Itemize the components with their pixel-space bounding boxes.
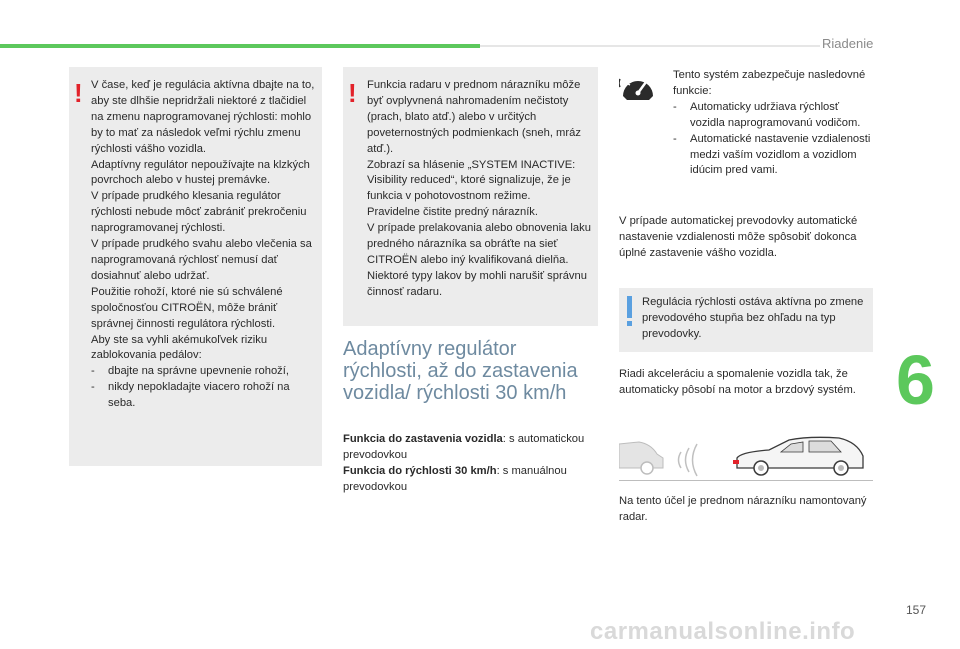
paragraph: Funkcia radaru v prednom nárazníku môže byť ovplyvnená nahromadením nečistoty (prach, blato atď.) alebo v určitých poveternostných podmienkach (sneh, mráz atď.). (367, 79, 581, 155)
chapter-number: 6 (896, 341, 935, 419)
paragraph: Tento systém zabezpečuje nasledovné funkcie: (673, 69, 866, 97)
paragraph: Použitie rohoží, ktoré nie sú schválené spoločnosťou CITROËN, môže brániť správnej činnosti regulátora rýchlosti. (91, 285, 283, 330)
paragraph: V čase, keď je regulácia aktívna dbajte na to, aby ste dlhšie nepridržali niektoré z tlačidiel na zmenu naprogramovanej rýchlosti: mohlo by to mať za následok veľmi rýchlu zmenu rýchlosti vášho vozidla. (91, 79, 315, 155)
paragraph: V prípade prudkého klesania regulátor rýchlosti nebude môcť zabrániť prekročeniu naprogramovanej rýchlosti. (91, 190, 307, 235)
section-heading: Adaptívny regulátor rýchlosti, až do zastavenia vozidla/ rýchlosti 30 km/h (343, 338, 578, 404)
warning-text-1 (91, 78, 319, 412)
section-title: Riadenie (822, 36, 874, 51)
page-number: 157 (906, 603, 927, 617)
warning-icon: ! (348, 78, 357, 108)
progress-bar (0, 44, 480, 48)
list-item: - Automaticky udržiava rýchlosť vozidla naprogramovanú vodičom. (673, 100, 861, 129)
info-icon (627, 296, 632, 318)
info-text: Regulácia rýchlosti ostáva aktívna po zmene prevodového stupňa bez ohľadu na typ prevodovky. (642, 296, 864, 340)
paragraph: Zobrazí sa hlásenie „SYSTEM INACTIVE: Visibility reduced“, ktoré signalizuje, že je funkcia v pohotovostnom režime. (367, 158, 576, 203)
system-functions (673, 68, 873, 179)
paragraph-automatic: V prípade automatickej prevodovky automatické nastavenie vzdialenosti môže spôsobiť dokonca úplné zastavenie vášho vozidla. (619, 215, 858, 259)
car-radar-illustration (619, 432, 873, 480)
warning-icon: ! (74, 78, 83, 108)
list-item: - nikdy nepokladajte viacero rohoží na seba. (91, 381, 290, 410)
paragraph: Aby ste sa vyhli akémukoľvek riziku zablokovania pedálov: (91, 333, 268, 362)
paragraph: Pravidelne čistite predný nárazník. (367, 206, 539, 219)
warning-text-2 (367, 78, 593, 301)
paragraph-radar: Na tento účel je prednom nárazníku namontovaný radar. (619, 495, 867, 523)
list-item: - dbajte na správne upevnenie rohoží, (91, 365, 289, 378)
header-rule (480, 45, 820, 47)
speedometer-radar-icon (619, 70, 657, 104)
paragraph: Adaptívny regulátor nepoužívajte na klzkých povrchoch alebo v hustej premávke. (91, 158, 310, 187)
list-item: - Automatické nastavenie vzdialenosti medzi vaším vozidlom a vozidlom idúcim pred vami. (673, 132, 871, 177)
paragraph-accel: Riadi akceleráciu a spomalenie vozidla tak, že automaticky pôsobí na motor a brzdový systém. (619, 368, 856, 396)
watermark: carmanualsonline.info (590, 618, 856, 645)
function-list: Funkcia do zastavenia vozidla: s automatickou prevodovkou Funkcia do rýchlosti 30 km/h: s manuálnou prevodovkou (343, 433, 585, 493)
paragraph: V prípade prelakovania alebo obnovenia laku predného nárazníka sa obráťte na sieť CITROËN alebo iný kvalifikovaná dielňa. Niektoré typy lakov by mohli narušiť správnu činnosť radaru. (367, 222, 591, 298)
illustration-baseline (619, 480, 873, 481)
info-icon-dot (627, 321, 632, 326)
paragraph: V prípade prudkého svahu alebo vlečenia sa naprogramovaná rýchlosť nemusí dať dosiahnuť alebo udržať. (91, 238, 312, 282)
